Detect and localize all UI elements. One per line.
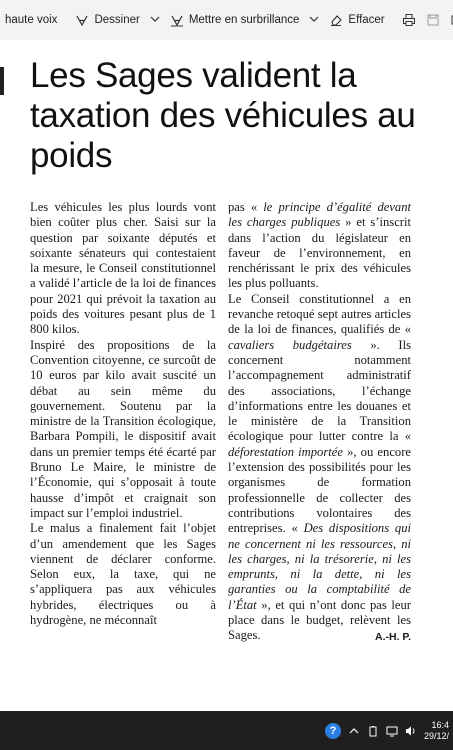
erase-button[interactable] xyxy=(324,13,389,27)
chevron-down-icon xyxy=(150,14,160,27)
text-run: ». Ils concernent notamment l’accompagnement administratif des associations, l’échange d’informations entre les douanes et le ministère de la Transition écologique pour lutter contre la « xyxy=(228,337,411,444)
windows-taskbar xyxy=(0,711,453,750)
author-signature: A.-H. P. xyxy=(375,631,411,644)
paragraph: Le malus a finalement fait l’objet d’un amendement que les Sages viennent de déclarer conforme. Selon eux, la taxe, qui ne s’appliquera pas aux véhicules hybrides, électriques ou à hydrogène, ne méconnaît xyxy=(30,521,216,628)
draw-options-dropdown[interactable] xyxy=(145,14,165,27)
save-icon[interactable] xyxy=(426,13,440,27)
quote: cavaliers budgétaires xyxy=(228,337,352,352)
article-headline: Les Sages valident la taxation des véhicules au poids xyxy=(30,56,416,175)
draw-label: Dessiner xyxy=(94,14,140,26)
clock-time: 16:4 xyxy=(431,719,449,730)
paragraph xyxy=(228,200,411,292)
quote: déforestation importée xyxy=(228,444,343,459)
quote: Des dispositions qui ne concernent ni les ressources, ni les charges, ni la trésorerie, ni les emprunts, ni la dette, ni les garanties ou la comptabilité de l’État xyxy=(228,521,411,612)
article-column-right xyxy=(228,200,411,646)
headline-marker xyxy=(0,67,4,95)
print-icon[interactable] xyxy=(402,13,416,27)
article-column-left xyxy=(30,200,216,628)
highlight-options-dropdown[interactable] xyxy=(304,14,324,27)
text-run: », ou encore l’extension des possibilités pour les organismes de formation professionnelle de collecter des contributions volontaires des entreprises. « xyxy=(228,444,411,536)
text-run: pas « xyxy=(228,200,258,214)
read-aloud-button[interactable] xyxy=(0,14,62,26)
network-icon[interactable] xyxy=(386,725,398,737)
system-tray xyxy=(325,711,453,750)
quote: le principe d’égalité devant les charges publiques xyxy=(228,200,412,230)
more-icon[interactable] xyxy=(450,13,453,27)
chevron-down-icon xyxy=(309,14,319,27)
text-run: », et qui n’ont donc pas leur place dans le budget, relèvent les Sages. xyxy=(228,597,411,643)
paragraph: Les véhicules les plus lourds vont bien coûter plus cher. Saisi sur la question par soixante députés et soixante sénateurs qui contestaient la mesure, le Conseil constitutionnel a validé l’article de la loi de finances pour 2021 qui prévoit la taxation au poids des voitures pesant plus de 1 800 kilos. xyxy=(30,200,216,337)
highlighter-icon xyxy=(170,13,184,27)
volume-icon[interactable] xyxy=(405,725,417,737)
read-aloud-label: haute voix xyxy=(5,14,58,26)
text-run: » et s’inscrit dans l’action du législateur en faveur de l’environnement, en renchérissant le prix des véhicules les plus polluants. xyxy=(228,215,411,291)
paragraph xyxy=(228,292,411,644)
paragraph: Inspiré des propositions de la Convention citoyenne, ce surcoût de 10 euros par kilo avait suscité un débat au sein même du gouvernement. Soutenu par la ministre de la Transition écologique, Barbara Pompili, le dispositif avait dans un premier temps été écarté par Bruno Le Maire, le ministre de l’Économie, qui s’opposait à toute hausse d’impôt et craignait son impact sur l’emploi industriel. xyxy=(30,337,216,520)
pen-icon xyxy=(75,13,89,27)
text-run: Le Conseil constitutionnel a en revanche retoqué sept autres articles de la loi de finances, qualifiés de « xyxy=(228,291,411,337)
clock[interactable] xyxy=(424,720,449,742)
pdf-annotation-toolbar xyxy=(0,0,453,41)
help-icon[interactable]: ? xyxy=(325,723,341,739)
highlight-button[interactable] xyxy=(165,13,305,27)
highlight-label: Mettre en surbrillance xyxy=(188,14,300,26)
clock-date: 29/12/ xyxy=(423,730,449,741)
draw-button[interactable] xyxy=(70,13,144,27)
chevron-up-icon[interactable] xyxy=(348,725,360,737)
article-page xyxy=(0,40,453,690)
eraser-icon xyxy=(329,13,343,27)
toolbar-right-actions xyxy=(402,13,453,27)
battery-icon[interactable] xyxy=(367,725,379,737)
erase-label: Effacer xyxy=(348,14,385,26)
